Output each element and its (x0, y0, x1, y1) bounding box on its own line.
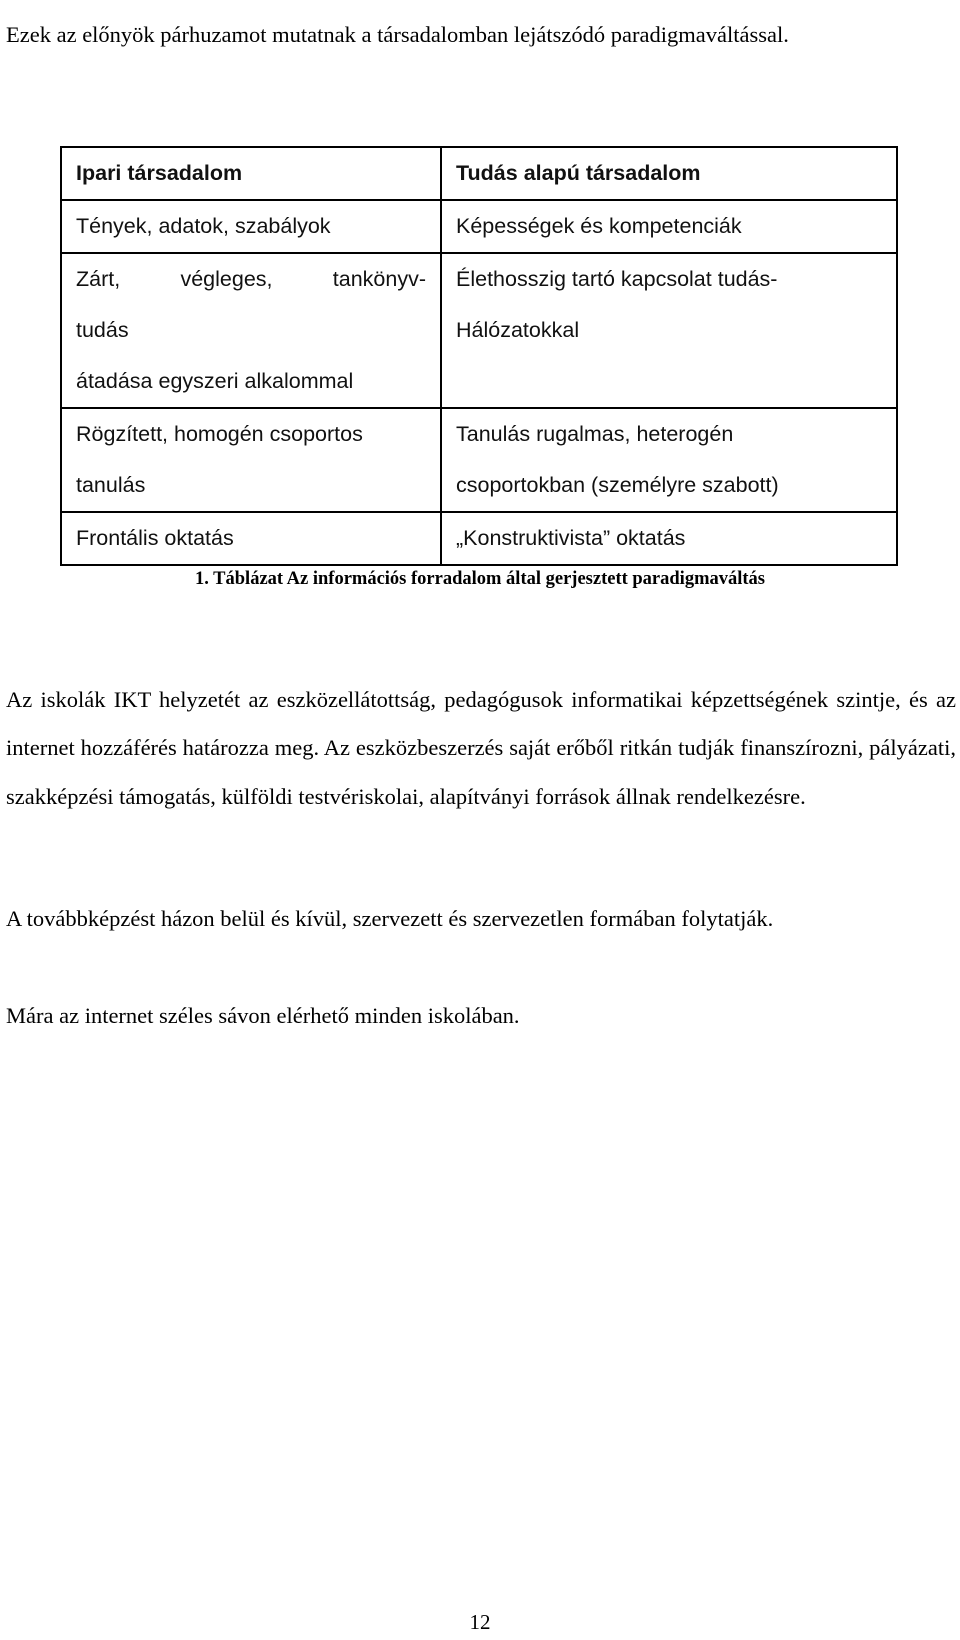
cell-line: Tanulás rugalmas, heterogén (456, 422, 734, 446)
cell-line: tanulás (76, 473, 146, 497)
table-cell (61, 408, 441, 512)
body-paragraph: Az iskolák IKT helyzetét az eszközellátottság, pedagógusok informatikai képzettségének szintje, és az internet hozzáférés határozza meg. Az eszközbeszerzés saját erőből ritkán tudják finanszírozni, pályázati, szakképzési támogatás, külföldi testvériskolai, alapítványi források állnak rendelkezésre. (6, 686, 956, 809)
cell-line: átadása egyszeri alkalommal (76, 369, 354, 393)
table-cell (61, 253, 441, 408)
table-cell (441, 408, 897, 512)
table-row (61, 200, 897, 253)
table-row (61, 253, 897, 408)
table-header-row (61, 147, 897, 200)
body-paragraph: Mára az internet széles sávon elérhető minden iskolában. (6, 1002, 520, 1028)
table-cell: Képességek és kompetenciák (441, 200, 897, 253)
cell-line: Élethosszig tartó kapcsolat tudás- (456, 267, 778, 291)
table-cell: Tények, adatok, szabályok (61, 200, 441, 253)
intro-paragraph: Ezek az előnyök párhuzamot mutatnak a társadalomban lejátszódó paradigmaváltással. (6, 21, 789, 47)
table-row (61, 408, 897, 512)
page-number: 12 (469, 1610, 491, 1634)
cell-line: Hálózatokkal (456, 318, 580, 342)
paradigm-comparison-table (60, 146, 898, 566)
body-paragraph: A továbbképzést házon belül és kívül, szervezett és szervezetlen formában folytatják. (6, 905, 774, 931)
cell-line: csoportokban (személyre szabott) (456, 473, 779, 497)
table-row (61, 512, 897, 565)
cell-line: Rögzített, homogén csoportos (76, 422, 363, 446)
cell-line: tudás (76, 318, 129, 342)
table-caption: 1. Táblázat Az információs forradalom által gerjesztett paradigmaváltás (195, 569, 765, 589)
table-cell: „Konstruktivista” oktatás (441, 512, 897, 565)
header-industrial-society: Ipari társadalom (61, 147, 441, 200)
table-cell: Frontális oktatás (61, 512, 441, 565)
table-cell (441, 253, 897, 408)
cell-line: Zárt, végleges, tankönyv- (76, 267, 426, 291)
header-knowledge-society: Tudás alapú társadalom (441, 147, 897, 200)
